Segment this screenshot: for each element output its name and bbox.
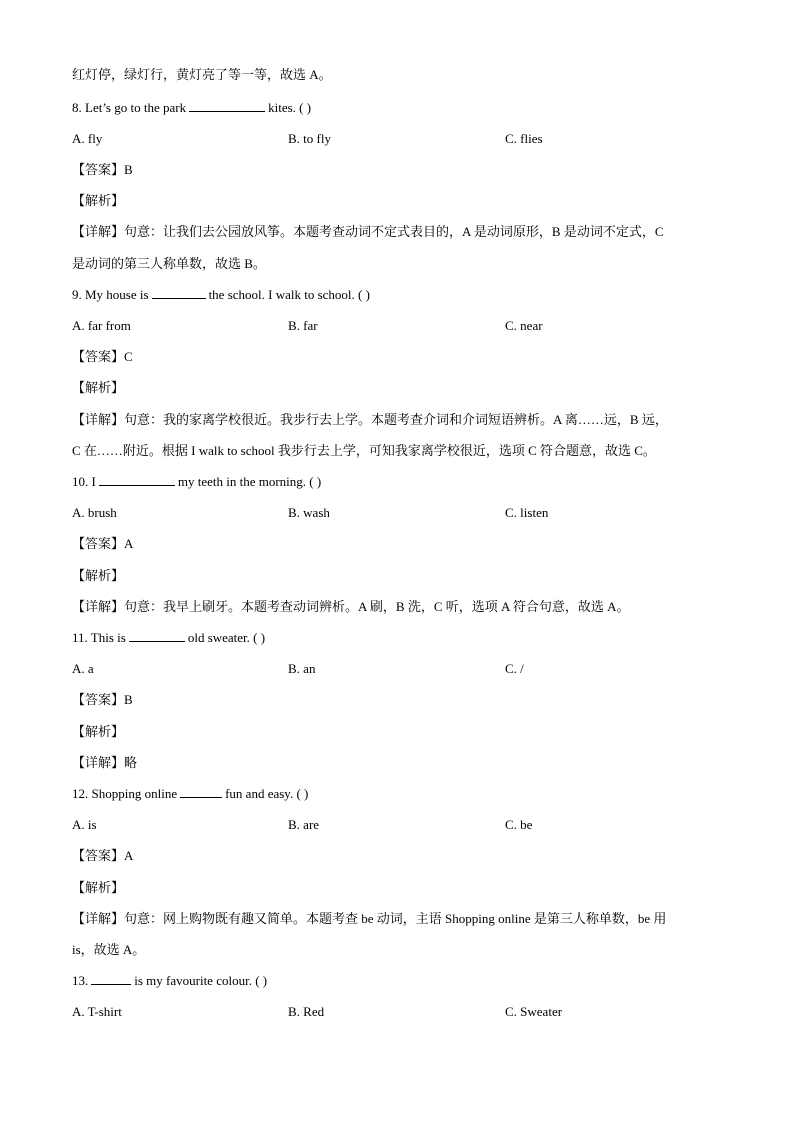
question-9-analysis: 【解析】 (72, 380, 125, 395)
question-9 (72, 286, 370, 304)
question-11-analysis: 【解析】 (72, 724, 125, 739)
question-9-answer: 【答案】C (72, 349, 133, 364)
question-13-blank (91, 972, 131, 985)
question-12-detail-line-1: 【详解】句意：网上购物既有趣又简单。本题考查 be 动词，主语 Shopping online 是第三人称单数，be 用 (72, 911, 667, 926)
question-10-option-b: B. wash (288, 505, 330, 520)
question-11-blank (129, 629, 185, 642)
question-11-answer: 【答案】B (72, 692, 133, 707)
question-8-detail-line-1: 【详解】句意：让我们去公园放风筝。本题考查动词不定式表目的，A 是动词原形，B 是动词不定式，C (72, 224, 664, 239)
question-11-detail-line-1: 【详解】略 (72, 755, 138, 770)
question-8-answer: 【答案】B (72, 162, 133, 177)
question-11-option-a: A. a (72, 661, 94, 676)
question-10-answer: 【答案】A (72, 536, 134, 551)
question-12-detail-line-2: is，故选 A。 (72, 942, 146, 957)
question-13-stem-start: 13. (72, 973, 89, 988)
question-9-blank (152, 286, 206, 299)
question-10-detail-line-1: 【详解】句意：我早上刷牙。本题考查动词辨析。A 刷，B 洗，C 听，选项 A 符合句意，故选 A。 (72, 599, 630, 614)
question-8 (72, 99, 311, 117)
question-12-analysis: 【解析】 (72, 880, 125, 895)
question-12-stem-start: 12. Shopping online (72, 786, 178, 801)
question-13-option-b: B. Red (288, 1004, 325, 1019)
question-12-option-c: C. be (505, 817, 533, 832)
question-12-option-a: A. is (72, 817, 97, 832)
question-13 (72, 972, 267, 990)
question-8-stem-end: kites. ( ) (268, 100, 312, 115)
question-9-detail-line-1: 【详解】句意：我的家离学校很近。我步行去上学。本题考查介词和介词短语辨析。A 离……远，B 远， (72, 412, 668, 427)
question-9-stem-end: the school. I walk to school. ( ) (208, 287, 370, 302)
question-10 (72, 473, 321, 491)
question-10-stem-end: my teeth in the morning. ( ) (177, 474, 322, 489)
question-8-analysis: 【解析】 (72, 193, 125, 208)
question-12-stem-end: fun and easy. ( ) (225, 786, 309, 801)
question-10-option-a: A. brush (72, 505, 117, 520)
question-11-option-c: C. / (505, 661, 524, 676)
question-9-option-a: A. far from (72, 318, 131, 333)
question-12-answer: 【答案】A (72, 848, 134, 863)
question-11-option-b: B. an (288, 661, 316, 676)
question-9-option-b: B. far (288, 318, 318, 333)
question-8-option-b: B. to fly (288, 131, 331, 146)
question-8-stem-start: 8. Let’s go to the park (72, 100, 187, 115)
question-9-detail-line-2: C 在……附近。根据 I walk to school 我步行去上学，可知我家离学校很近，选项 C 符合题意，故选 C。 (72, 443, 656, 458)
question-11 (72, 629, 265, 647)
question-8-detail-line-2: 是动词的第三人称单数，故选 B。 (72, 256, 266, 271)
question-13-option-a: A. T-shirt (72, 1004, 122, 1019)
question-13-option-c: C. Sweater (505, 1004, 563, 1019)
question-10-option-c: C. listen (505, 505, 549, 520)
question-9-option-c: C. near (505, 318, 543, 333)
question-12-blank (180, 785, 222, 798)
question-10-blank (99, 473, 175, 486)
question-13-stem-end: is my favourite colour. ( ) (134, 973, 268, 988)
intro-text: 红灯停，绿灯行，黄灯亮了等一等，故选 A。 (72, 67, 332, 82)
question-8-option-c: C. flies (505, 131, 543, 146)
question-11-stem-start: 11. This is (72, 630, 126, 645)
question-9-stem-start: 9. My house is (72, 287, 149, 302)
question-8-blank (189, 99, 265, 112)
question-12-option-b: B. are (288, 817, 320, 832)
question-8-option-a: A. fly (72, 131, 103, 146)
question-10-analysis: 【解析】 (72, 568, 125, 583)
question-12 (72, 785, 308, 803)
question-11-stem-end: old sweater. ( ) (187, 630, 266, 645)
question-10-stem-start: 10. I (72, 474, 96, 489)
